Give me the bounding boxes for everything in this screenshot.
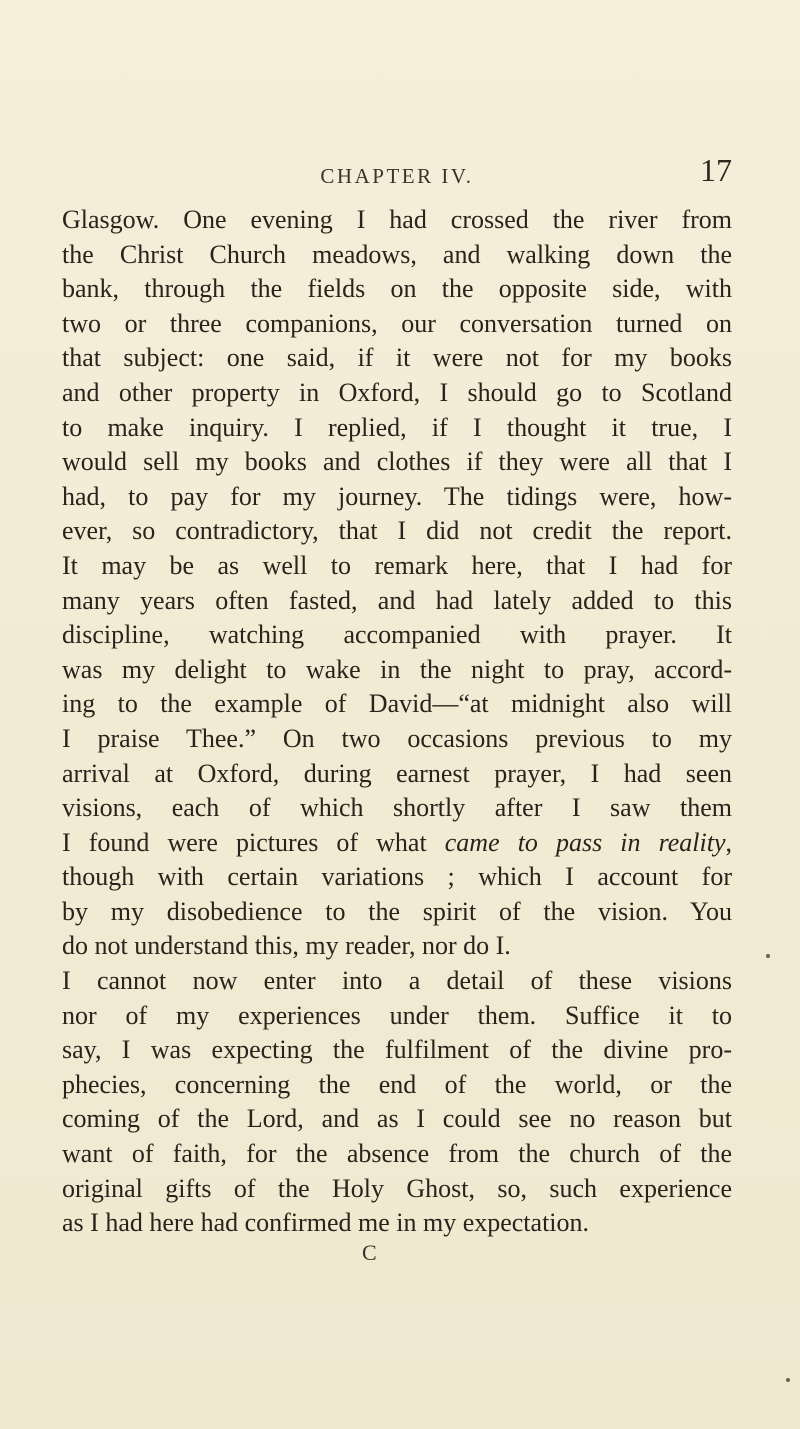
ink-speck	[766, 954, 770, 958]
body-text	[62, 203, 732, 1241]
signature-mark: C	[362, 1240, 377, 1265]
text-line: would sell my books and clothes if they were all that I	[62, 447, 732, 477]
italic-phrase: came to pass in reality	[444, 827, 726, 857]
text-line: discipline, watching accompanied with prayer. It	[62, 620, 732, 650]
page-number: 17	[700, 152, 732, 188]
text-line: bank, through the fields on the opposite side, with	[62, 274, 732, 304]
text-line: nor of my experiences under them. Suffice it to	[62, 1000, 732, 1030]
running-head: CHAPTER IV.	[320, 164, 474, 188]
text-line: two or three companions, our conversation turned on	[62, 308, 732, 338]
text-line: phecies, concerning the end of the world, or the	[62, 1069, 732, 1099]
ink-speck	[786, 1378, 790, 1382]
text-line: I praise Thee.” On two occasions previous to my	[62, 723, 732, 753]
line-prefix: I found were pictures of what	[62, 827, 445, 857]
text-line: arrival at Oxford, during earnest prayer, I had seen	[62, 758, 732, 788]
text-line: do not understand this, my reader, nor do I.	[62, 931, 511, 961]
text-line: though with certain variations ; which I account for	[62, 862, 732, 892]
text-line: and other property in Oxford, I should go to Scotland	[62, 377, 732, 407]
text-line: It may be as well to remark here, that I had for	[62, 550, 732, 580]
text-line: I cannot now enter into a detail of these visions	[62, 966, 732, 996]
text-line: coming of the Lord, and as I could see no reason but	[62, 1104, 732, 1134]
text-line: had, to pay for my journey. The tidings were, how-	[62, 481, 732, 511]
text-line: say, I was expecting the fulfilment of the divine pro-	[62, 1035, 732, 1065]
text-line: visions, each of which shortly after I saw them	[62, 793, 732, 823]
text-line: as I had here had confirmed me in my expectation.	[62, 1208, 590, 1238]
text-line: Glasgow. One evening I had crossed the river from	[62, 205, 732, 234]
page-header	[62, 152, 732, 192]
text-line: was my delight to wake in the night to pray, accord-	[62, 654, 732, 684]
text-line-italic-phrase	[62, 826, 732, 861]
line-suffix: ,	[725, 827, 732, 857]
text-line: ing to the example of David—“at midnight also will	[62, 689, 732, 719]
text-line: by my disobedience to the spirit of the vision. You	[62, 896, 732, 926]
text-line: ever, so contradictory, that I did not credit the report.	[62, 516, 732, 546]
text-line: to make inquiry. I replied, if I thought it true, I	[62, 412, 732, 442]
text-line: original gifts of the Holy Ghost, so, such experience	[62, 1173, 732, 1203]
text-line: that subject: one said, if it were not for my books	[62, 343, 732, 373]
text-line: the Christ Church meadows, and walking down the	[62, 239, 732, 269]
text-line: many years often fasted, and had lately added to this	[62, 585, 732, 615]
text-line: want of faith, for the absence from the church of the	[62, 1139, 732, 1169]
